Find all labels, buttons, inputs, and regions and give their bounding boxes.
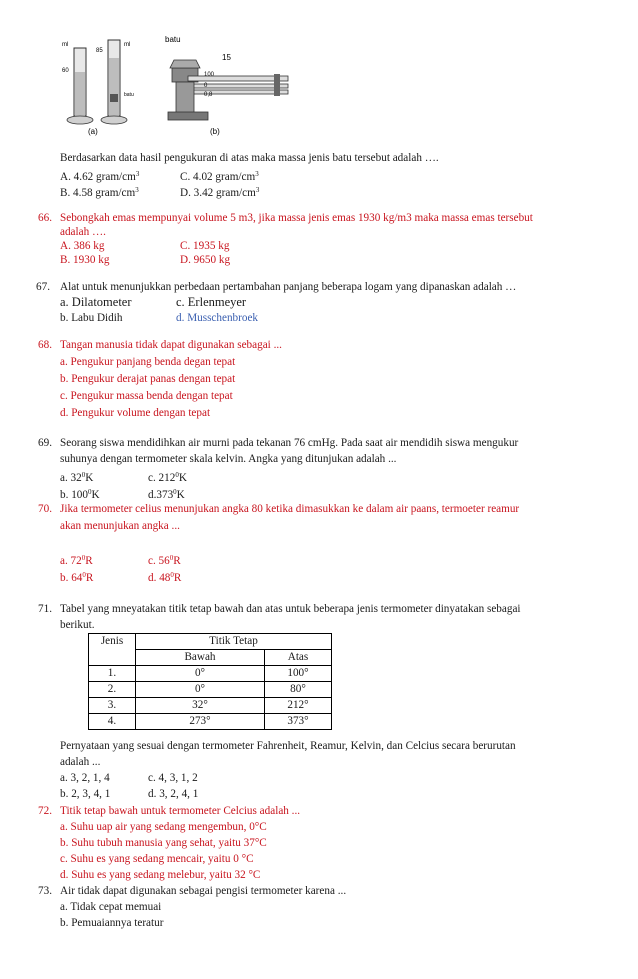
q69-option-c: c. $212^0K$ bbox=[148, 471, 187, 484]
sixty-label: 60 bbox=[62, 68, 69, 74]
label-a: (a) bbox=[88, 127, 98, 136]
q67-option-c: c. Erlenmeyer bbox=[176, 295, 247, 309]
intro-option-a: A. 4.62 gram/$cm^3$ bbox=[60, 170, 140, 183]
cell-atas: 80° bbox=[265, 682, 332, 698]
q71-number: 71. bbox=[38, 603, 52, 615]
graduated-cylinder-right bbox=[101, 40, 127, 124]
q68-text: Tangan manusia tidak dapat digunakan sebagai ... bbox=[60, 339, 282, 351]
cell-jenis: 4. bbox=[89, 714, 136, 730]
q69-option-d: d.373$^0$K bbox=[148, 488, 185, 501]
zero-eight-label: 0,8 bbox=[204, 92, 213, 98]
q71-option-a: a. 3, 2, 1, 4 bbox=[60, 772, 110, 784]
q72-option-a: a. Suhu uap air yang sedang mengembun, 0°C bbox=[60, 821, 267, 833]
cell-bawah: 273° bbox=[136, 714, 265, 730]
batu-label: batu bbox=[165, 35, 181, 44]
q69-option-a: a. $32^0K$ bbox=[60, 471, 94, 484]
q66-option-a: A. 386 kg bbox=[60, 240, 105, 252]
q69-number: 69. bbox=[38, 437, 52, 449]
q72-text: Titik tetap bawah untuk termometer Celcius adalah ... bbox=[60, 805, 301, 817]
q68-option-d: d. Pengukur volume dengan tepat bbox=[60, 407, 211, 419]
cell-atas: 212° bbox=[265, 698, 332, 714]
hundred-label: 100 bbox=[204, 72, 215, 78]
q66-text-1: Sebongkah emas mempunyai volume 5 m3, jika massa jenis emas 1930 kg/m3 maka massa emas tersebut bbox=[60, 212, 533, 224]
q71-text-3: Pernyataan yang sesuai dengan termometer Fahrenheit, Reamur, Kelvin, dan Celcius secara berurutan bbox=[60, 740, 516, 752]
q72-option-d: d. Suhu es yang sedang melebur, yaitu 32 °C bbox=[60, 869, 261, 881]
q73-option-a: a. Tidak cepat memuai bbox=[60, 901, 162, 913]
q66-text-2: adalah …. bbox=[60, 226, 106, 238]
cell-jenis: 1. bbox=[89, 666, 136, 682]
header-titik-tetap: Titik Tetap bbox=[136, 634, 332, 650]
intro-option-b: B. 4.58 gram/$cm^3$ bbox=[60, 186, 139, 199]
fifteen-label: 15 bbox=[222, 53, 231, 62]
q70-option-d: d. $48^0R$ bbox=[148, 571, 182, 584]
intro-option-d: D. 3.42 gram/$cm^3$ bbox=[180, 186, 260, 199]
q73-option-b: b. Pemuaiannya teratur bbox=[60, 917, 164, 929]
table-row bbox=[89, 698, 332, 714]
q70-option-b: b. $64^0R$ bbox=[60, 571, 94, 584]
q69-option-b: b. $100^0K$ bbox=[60, 488, 100, 501]
measurement-figure bbox=[60, 30, 290, 142]
q69-text-2: suhunya dengan termometer skala kelvin. Angka yang ditunjukan adalah ... bbox=[60, 453, 397, 465]
q71-text-4: adalah ... bbox=[60, 756, 101, 768]
graduated-cylinder-left bbox=[67, 48, 93, 124]
q71-option-b: b. 2, 3, 4, 1 bbox=[60, 788, 111, 800]
intro-text: Berdasarkan data hasil pengukuran di atas maka massa jenis batu tersebut adalah …. bbox=[60, 152, 439, 164]
q69-text-1: Seorang siswa mendidihkan air murni pada tekanan 76 cmHg. Pada saat air mendidih siswa mengukur bbox=[60, 437, 519, 449]
zero-label: 0 bbox=[204, 83, 208, 89]
header-bawah: Bawah bbox=[136, 650, 265, 666]
ml-left-label: ml bbox=[62, 42, 69, 48]
q67-number: 67. bbox=[36, 281, 50, 293]
q67-option-b: b. Labu Didih bbox=[60, 312, 123, 324]
q66-number: 66. bbox=[38, 212, 52, 224]
q66-option-c: C. 1935 kg bbox=[180, 240, 230, 252]
q71-text-1: Tabel yang mneyatakan titik tetap bawah dan atas untuk beberapa jenis termometer dinyatakan sebagai bbox=[60, 603, 521, 615]
batu-small-label: batu bbox=[124, 92, 134, 98]
q66-option-b: B. 1930 kg bbox=[60, 254, 110, 266]
q70-option-c: c. $56^0R$ bbox=[148, 554, 181, 567]
cell-atas: 373° bbox=[265, 714, 332, 730]
q68-option-a: a. Pengukur panjang benda degan tepat bbox=[60, 356, 236, 368]
q68-option-c: c. Pengukur massa benda dengan tepat bbox=[60, 390, 233, 402]
q68-option-b: b. Pengukur derajat panas dengan tepat bbox=[60, 373, 236, 385]
q67-text: Alat untuk menunjukkan perbedaan pertambahan panjang beberapa logam yang dipanaskan adalah … bbox=[60, 281, 517, 293]
cell-jenis: 2. bbox=[89, 682, 136, 698]
q72-option-c: c. Suhu es yang sedang mencair, yaitu 0 °C bbox=[60, 853, 254, 865]
eighty-five-label: 85 bbox=[96, 48, 103, 54]
balance-scale bbox=[168, 60, 288, 120]
label-b: (b) bbox=[210, 127, 220, 136]
q73-text: Air tidak dapat digunakan sebagai pengisi termometer karena ... bbox=[60, 885, 347, 897]
q67-option-d: d. Musschenbroek bbox=[176, 312, 259, 324]
cell-bawah: 32° bbox=[136, 698, 265, 714]
q68-number: 68. bbox=[38, 339, 52, 351]
thermometer-table bbox=[88, 633, 332, 730]
cell-atas: 100° bbox=[265, 666, 332, 682]
ml-right-label: ml bbox=[124, 42, 131, 48]
q70-option-a: a. $72^0R$ bbox=[60, 554, 93, 567]
cell-jenis: 3. bbox=[89, 698, 136, 714]
table-row bbox=[89, 682, 332, 698]
cell-bawah: 0° bbox=[136, 682, 265, 698]
q71-option-c: c. 4, 3, 1, 2 bbox=[148, 772, 198, 784]
q70-number: 70. bbox=[38, 503, 52, 515]
q73-number: 73. bbox=[38, 885, 52, 897]
header-atas: Atas bbox=[265, 650, 332, 666]
q66-option-d: D. 9650 kg bbox=[180, 254, 231, 266]
intro-option-c: C. 4.02 gram/$cm^3$ bbox=[180, 170, 259, 183]
q70-text-1: Jika termometer celius menunjukan angka 80 ketika dimasukkan ke dalam air paans, termoeter reamur bbox=[60, 503, 520, 515]
table-row bbox=[89, 666, 332, 682]
header-jenis: Jenis bbox=[89, 634, 136, 666]
q72-number: 72. bbox=[38, 805, 52, 817]
q71-text-2: berikut. bbox=[60, 619, 95, 631]
q70-text-2: akan menunjukan angka ... bbox=[60, 520, 180, 532]
cell-bawah: 0° bbox=[136, 666, 265, 682]
q72-option-b: b. Suhu tubuh manusia yang sehat, yaitu 37°C bbox=[60, 837, 267, 849]
table-row bbox=[89, 714, 332, 730]
q71-option-d: d. 3, 2, 4, 1 bbox=[148, 788, 199, 800]
q67-option-a: a. Dilatometer bbox=[60, 295, 132, 309]
